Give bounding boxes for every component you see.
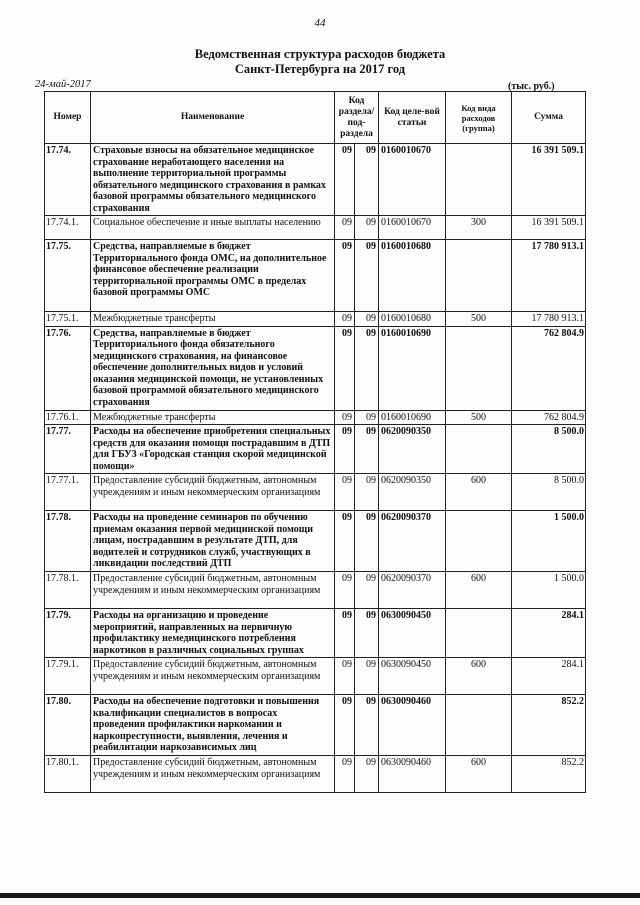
row-section: 09	[335, 240, 355, 312]
row-number: 17.78.	[45, 511, 91, 572]
row-number: 17.77.1.	[45, 474, 91, 511]
row-section: 09	[335, 144, 355, 216]
table-row	[45, 511, 586, 572]
title-line-1: Ведомственная структура расходов бюджета	[194, 47, 446, 61]
row-name: Средства, направляемые в бюджет Территориального фонда ОМС, на дополнительное финансовое обеспечение реализации территориальной программы ОМС в пределах базовой программы ОМС	[91, 240, 335, 312]
row-name: Предоставление субсидий бюджетным, автономным учреждениям и иным некоммерческим организациям	[91, 756, 335, 793]
scan-edge-bar	[0, 893, 640, 898]
title-line-2: Санкт-Петербурга на 2017 год	[234, 62, 406, 76]
row-target-code: 0160010690	[379, 326, 446, 410]
row-section: 09	[335, 609, 355, 658]
table-row	[45, 756, 586, 793]
row-subsection: 09	[355, 658, 379, 695]
row-number: 17.75.	[45, 240, 91, 312]
row-target-code: 0630090460	[379, 695, 446, 756]
header-expense-type: Код вида расходов (группа)	[446, 92, 512, 144]
row-name: Расходы на организацию и проведение мероприятий, направленных на первичную профилактику немедицинского потребления наркотиков в различных социальных группах	[91, 609, 335, 658]
row-amount: 16 391 509.1	[512, 144, 586, 216]
row-section: 09	[335, 695, 355, 756]
row-section: 09	[335, 425, 355, 474]
row-number: 17.74.1.	[45, 216, 91, 240]
row-expense-group	[446, 695, 512, 756]
table-row	[45, 240, 586, 312]
row-section: 09	[335, 572, 355, 609]
table-row	[45, 425, 586, 474]
table-row	[45, 695, 586, 756]
row-expense-group	[446, 511, 512, 572]
header-target: Код целе-вой статьи	[379, 92, 446, 144]
table-row	[45, 474, 586, 511]
table-row	[45, 326, 586, 410]
row-name: Расходы на проведение семинаров по обучению приемам оказания первой медицинской помощи лицам, пострадавшим в результате ДТП, для водителей и сотрудников служб, участвующих в ликвидации последствий ДТП	[91, 511, 335, 572]
row-amount: 16 391 509.1	[512, 216, 586, 240]
table-header-row	[45, 92, 586, 144]
row-name: Средства, направляемые в бюджет Территориального фонда обязательного медицинского страхования, на финансовое обеспечение дополнительных видов и условий оказания медицинской помощи, не установленных базовой программой обязательного медицинского страхования	[91, 326, 335, 410]
row-amount: 1 500.0	[512, 572, 586, 609]
row-number: 17.79.	[45, 609, 91, 658]
header-amount: Сумма	[512, 92, 586, 144]
row-subsection: 09	[355, 572, 379, 609]
row-number: 17.75.1.	[45, 312, 91, 327]
row-name: Предоставление субсидий бюджетным, автономным учреждениям и иным некоммерческим организациям	[91, 572, 335, 609]
row-target-code: 0630090460	[379, 756, 446, 793]
budget-table	[44, 91, 586, 793]
table-row	[45, 658, 586, 695]
row-subsection: 09	[355, 695, 379, 756]
row-subsection: 09	[355, 511, 379, 572]
row-number: 17.80.1.	[45, 756, 91, 793]
row-target-code: 0630090450	[379, 609, 446, 658]
row-amount: 284.1	[512, 658, 586, 695]
table-row	[45, 216, 586, 240]
row-section: 09	[335, 658, 355, 695]
row-amount: 852.2	[512, 695, 586, 756]
table-row	[45, 410, 586, 425]
row-name: Предоставление субсидий бюджетным, автономным учреждениям и иным некоммерческим организациям	[91, 658, 335, 695]
row-expense-group: 500	[446, 410, 512, 425]
row-name: Социальное обеспечение и иные выплаты населению	[91, 216, 335, 240]
row-number: 17.77.	[45, 425, 91, 474]
document-date: 24-май-2017	[35, 79, 91, 90]
row-expense-group	[446, 144, 512, 216]
row-amount: 8 500.0	[512, 474, 586, 511]
row-number: 17.74.	[45, 144, 91, 216]
row-section: 09	[335, 474, 355, 511]
row-expense-group: 600	[446, 658, 512, 695]
row-expense-group: 600	[446, 474, 512, 511]
row-target-code: 0160010670	[379, 144, 446, 216]
row-subsection: 09	[355, 609, 379, 658]
row-name: Межбюджетные трансферты	[91, 410, 335, 425]
row-section: 09	[335, 756, 355, 793]
row-section: 09	[335, 410, 355, 425]
row-section: 09	[335, 326, 355, 410]
row-subsection: 09	[355, 410, 379, 425]
row-target-code: 0620090370	[379, 572, 446, 609]
row-expense-group: 600	[446, 756, 512, 793]
row-number: 17.76.1.	[45, 410, 91, 425]
units-label: (тыс. руб.)	[508, 81, 555, 92]
row-subsection: 09	[355, 474, 379, 511]
row-target-code: 0630090450	[379, 658, 446, 695]
table-row	[45, 572, 586, 609]
header-section: Код раздела/ под-раздела	[335, 92, 379, 144]
row-expense-group	[446, 609, 512, 658]
row-subsection: 09	[355, 425, 379, 474]
row-section: 09	[335, 511, 355, 572]
row-amount: 17 780 913.1	[512, 240, 586, 312]
page-number: 44	[314, 17, 326, 29]
row-target-code: 0620090350	[379, 425, 446, 474]
row-amount: 8 500.0	[512, 425, 586, 474]
row-target-code: 0620090350	[379, 474, 446, 511]
row-target-code: 0160010670	[379, 216, 446, 240]
row-amount: 1 500.0	[512, 511, 586, 572]
row-subsection: 09	[355, 144, 379, 216]
row-subsection: 09	[355, 216, 379, 240]
row-name: Межбюджетные трансферты	[91, 312, 335, 327]
row-subsection: 09	[355, 240, 379, 312]
row-expense-group	[446, 326, 512, 410]
row-expense-group: 300	[446, 216, 512, 240]
row-subsection: 09	[355, 326, 379, 410]
row-amount: 762 804.9	[512, 410, 586, 425]
row-expense-group: 600	[446, 572, 512, 609]
row-number: 17.76.	[45, 326, 91, 410]
row-expense-group	[446, 240, 512, 312]
row-name: Расходы на обеспечение подготовки и повышения квалификации специалистов в вопросах проведения профилактики наркомании и наркопреступности, выявления, лечения и реабилитации наркозависимых лиц	[91, 695, 335, 756]
table-body	[45, 144, 586, 793]
row-number: 17.80.	[45, 695, 91, 756]
table-row	[45, 609, 586, 658]
row-amount: 852.2	[512, 756, 586, 793]
row-section: 09	[335, 312, 355, 327]
table-row	[45, 312, 586, 327]
header-number: Номер	[45, 92, 91, 144]
document-title	[0, 47, 640, 77]
row-amount: 17 780 913.1	[512, 312, 586, 327]
row-subsection: 09	[355, 756, 379, 793]
table-row	[45, 144, 586, 216]
row-amount: 284.1	[512, 609, 586, 658]
row-amount: 762 804.9	[512, 326, 586, 410]
row-number: 17.78.1.	[45, 572, 91, 609]
row-name: Предоставление субсидий бюджетным, автономным учреждениям и иным некоммерческим организациям	[91, 474, 335, 511]
row-target-code: 0160010680	[379, 312, 446, 327]
row-name: Расходы на обеспечение приобретения специальных средств для оказания помощи пострадавшим в ДТП для ГБУЗ «Городская станция скорой медицинской помощи»	[91, 425, 335, 474]
row-expense-group: 500	[446, 312, 512, 327]
header-name: Наименование	[91, 92, 335, 144]
row-name: Страховые взносы на обязательное медицинское страхование неработающего населения на выполнение территориальной программы обязательного медицинского страхования в рамках базовой программы обязательного медицинского страхования	[91, 144, 335, 216]
row-section: 09	[335, 216, 355, 240]
row-subsection: 09	[355, 312, 379, 327]
row-expense-group	[446, 425, 512, 474]
row-target-code: 0620090370	[379, 511, 446, 572]
row-target-code: 0160010680	[379, 240, 446, 312]
row-number: 17.79.1.	[45, 658, 91, 695]
row-target-code: 0160010690	[379, 410, 446, 425]
